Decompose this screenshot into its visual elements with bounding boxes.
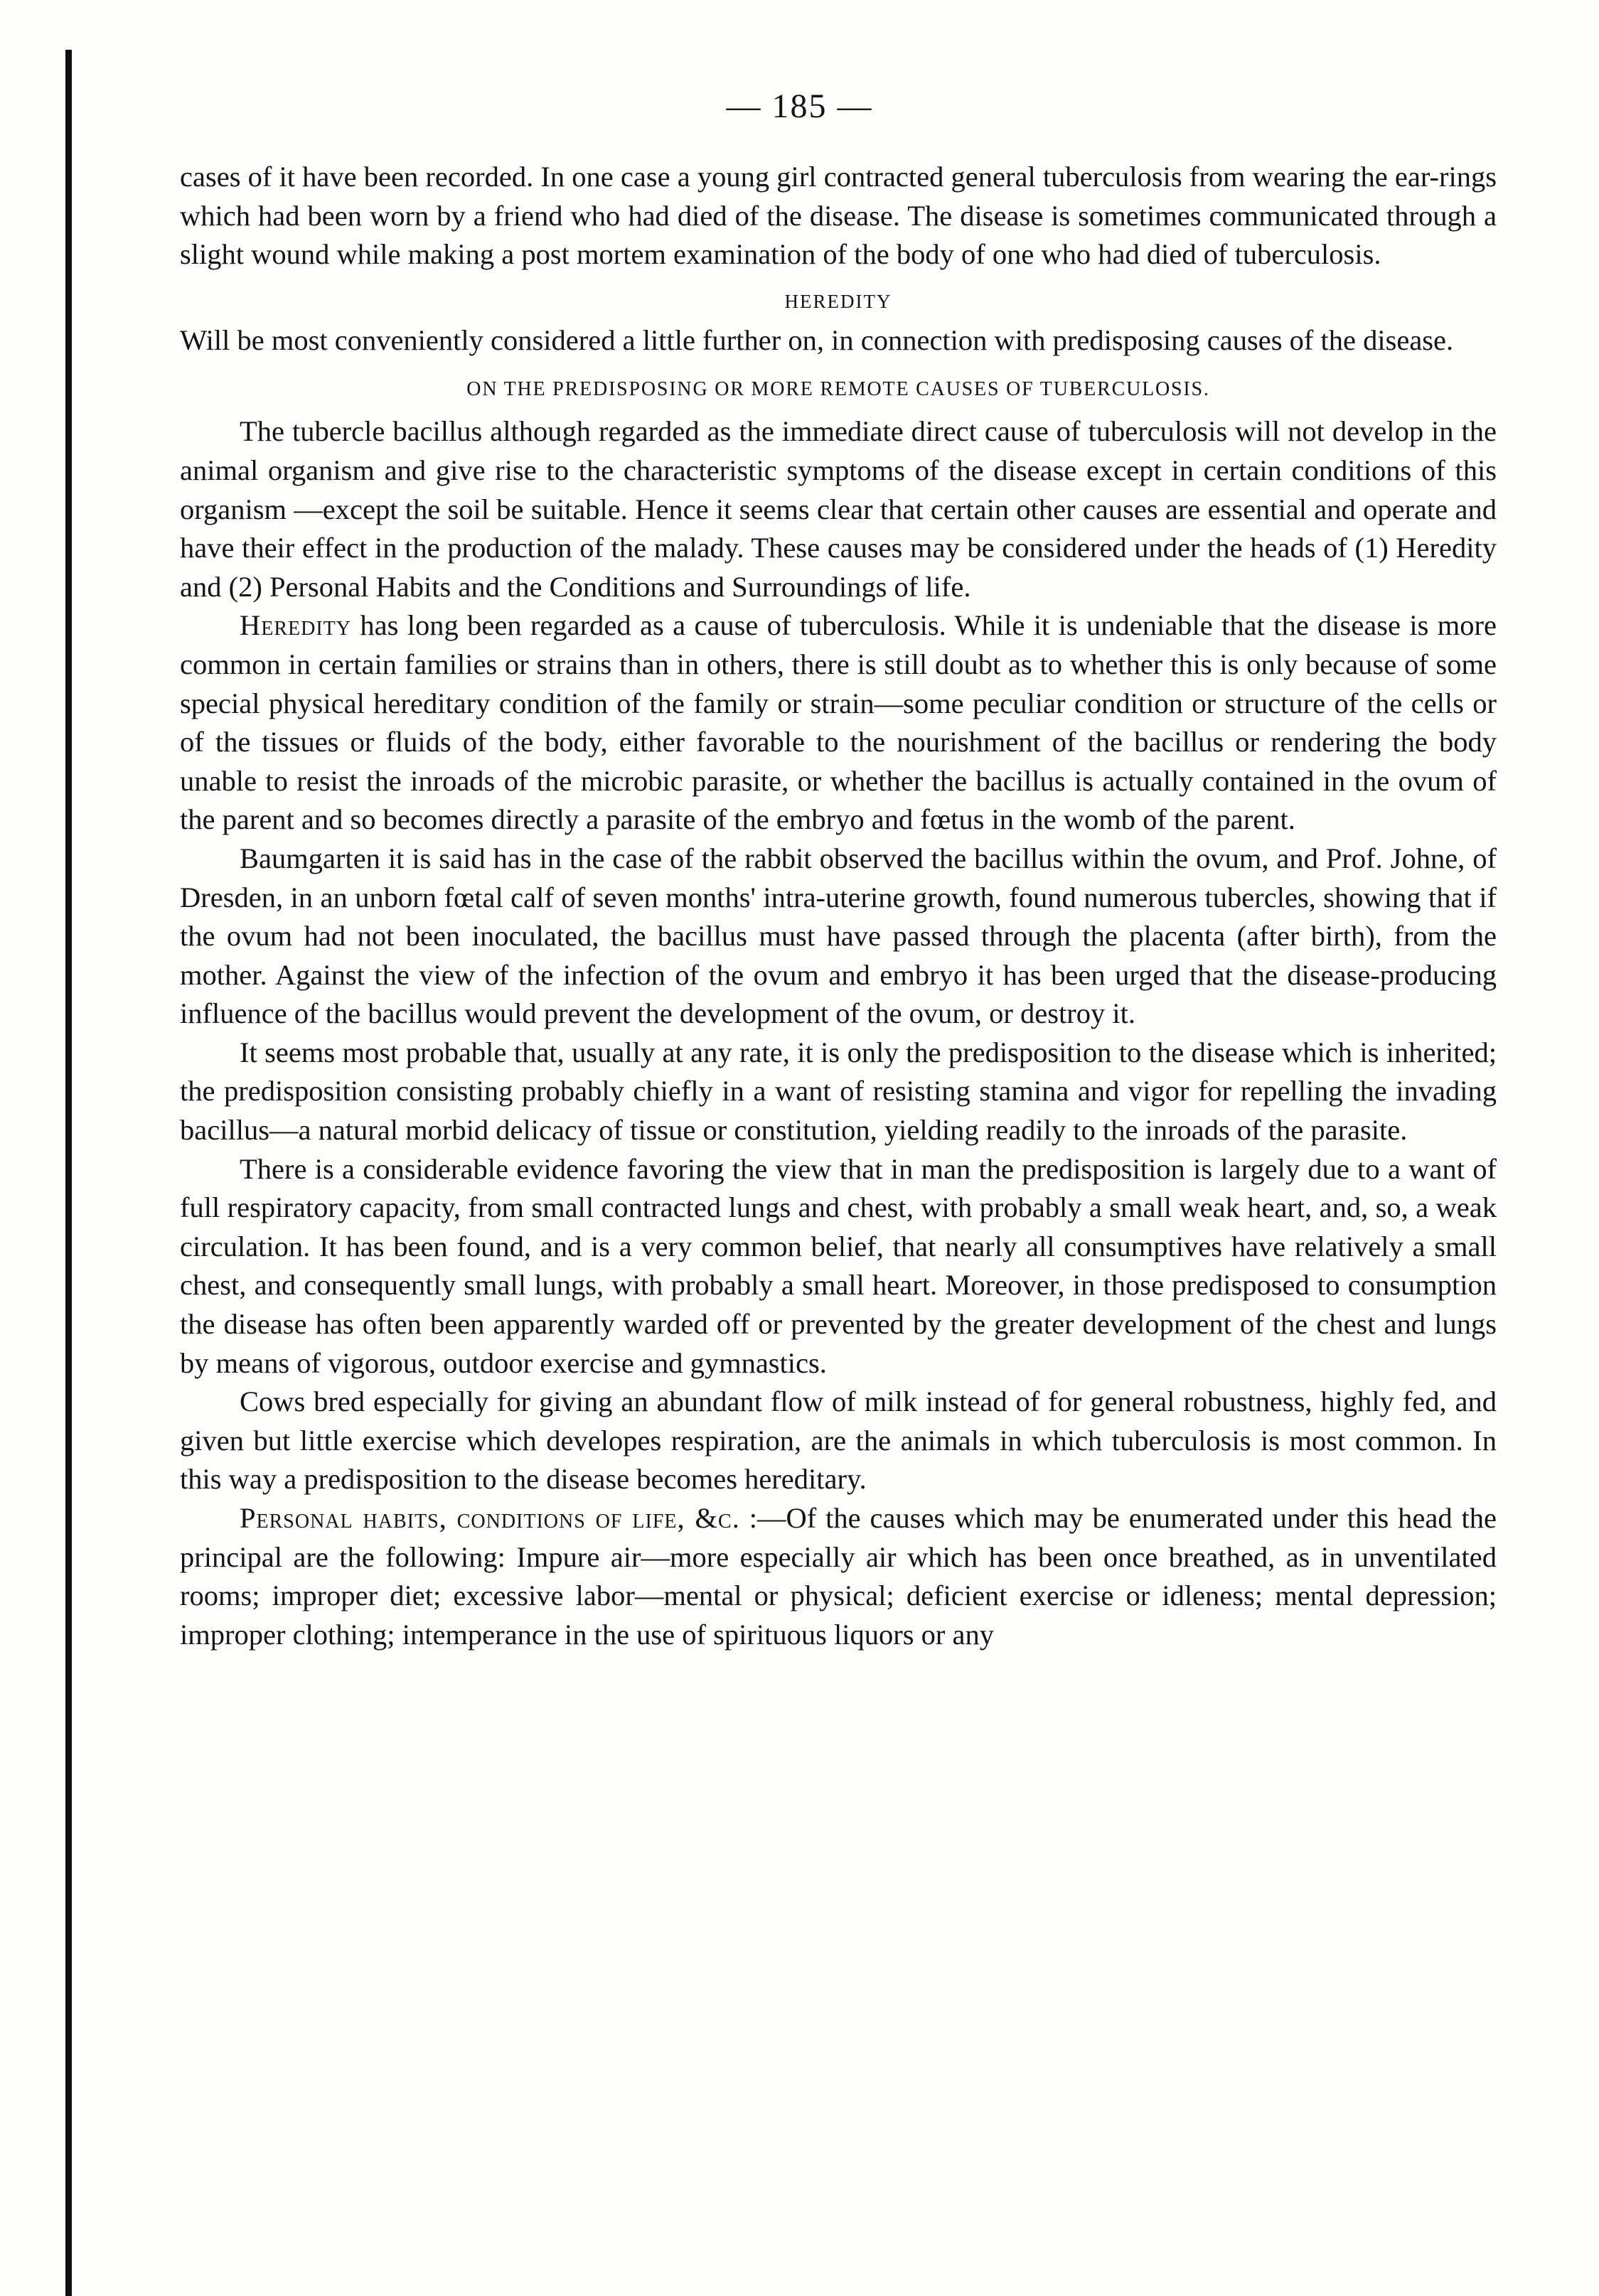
paragraph-respiratory-capacity: There is a considerable evidence favoring the view that in man the predisposition is largely due to a want of full respiratory capacity, from small contracted lungs and chest, with probably a small weak heart, and, so, a weak circulation. It has been found, and is a very common belief, that nearly all consumptives have relatively a small chest, and consequently small lungs, with probably a small heart. Moreover, in those predisposed to consumption the disease has often been apparently warded off or prevented by the greater development of the chest and lungs by means of vigorous, outdoor exercise and gymnastics.: [180, 1152, 1497, 1379]
paragraph-personal-habits: [180, 1499, 1497, 1654]
paragraph-continuation: cases of it have been recorded. In one case a young girl contracted general tuberculosis from wearing the ear-rings which had been worn by a friend who had died of the disease. The disease is sometimes communicated through a slight wound while making a post mortem examination of the body of one who had died of tuberculosis.: [180, 161, 1497, 271]
personal-habits-text: :—Of the causes which may be enumerated under this head the principal are the following: Impure air—more especially air which has been once breathed, as in unventilated rooms; improper diet; excessive labor—mental or physical; deficient exercise or idleness; mental depression; improper clothing; intemperance in the use of spirituous liquors or any: [180, 1502, 1497, 1651]
heredity-lead: Heredity: [240, 609, 351, 642]
page-number: — 185 —: [726, 87, 873, 125]
binding-edge-shadow: [65, 50, 72, 2296]
heading-predisposing-causes: ON THE PREDISPOSING OR MORE REMOTE CAUSES OF TUBERCULOSIS.: [466, 378, 1210, 401]
heredity-text: has long been regarded as a cause of tuberculosis. While it is undeniable that the disease is more common in certain families or strains than in others, there is still doubt as to whether this is only because of some special physical hereditary condition of the family or strain—some peculiar condition or structure of the cells or of the tissues or fluids of the body, either favorable to the nourishment of the bacillus or rendering the body unable to resist the inroads of the microbic parasite, or whether the bacillus is actually contained in the ovum of the parent and so becomes directly a parasite of the embryo and fœtus in the womb of the parent.: [180, 609, 1497, 836]
paragraph-heredity: [180, 606, 1497, 839]
body-text: [180, 158, 1497, 1654]
heading-heredity: HEREDITY: [784, 290, 892, 312]
paragraph-cows: Cows bred especially for giving an abundant flow of milk instead of for general robustness, highly fed, and given but little exercise which developes respiration, are the animals in which tuberculosis is most common. In this way a predisposition to the disease becomes hereditary.: [180, 1385, 1497, 1496]
paragraph-predisposition: It seems most probable that, usually at any rate, it is only the predisposition to the disease which is inherited; the predisposition consisting probably chiefly in a want of resisting stamina and vigor for repelling the invading bacillus—a natural morbid delicacy of tissue or constitution, yielding readily to the inroads of the parasite.: [180, 1036, 1497, 1147]
paragraph-baumgarten: Baumgarten it is said has in the case of the rabbit observed the bacillus within the ovum, and Prof. Johne, of Dresden, in an unborn fœtal calf of seven months' intra-uterine growth, found numerous tubercles, showing that if the ovum had not been inoculated, the bacillus must have passed through the placenta (after birth), from the mother. Against the view of the infection of the ovum and embryo it has been urged that the disease-producing influence of the bacillus would prevent the development of the ovum, or destroy it.: [180, 842, 1497, 1030]
personal-habits-lead: Personal habits, conditions of life, &c.: [240, 1502, 740, 1534]
paragraph-heredity-note: Will be most conveniently considered a little further on, in connection with predisposing causes of the disease.: [180, 323, 1454, 356]
paragraph-tubercle-bacillus: The tubercle bacillus although regarded as the immediate direct cause of tuberculosis will not develop in the animal organism and give rise to the characteristic symptoms of the disease except in certain conditions of this organism —except the soil be suitable. Hence it seems clear that certain other causes are essential and operate and have their effect in the production of the malady. These causes may be considered under the heads of (1) Heredity and (2) Personal Habits and the Conditions and Surroundings of life.: [180, 415, 1497, 603]
